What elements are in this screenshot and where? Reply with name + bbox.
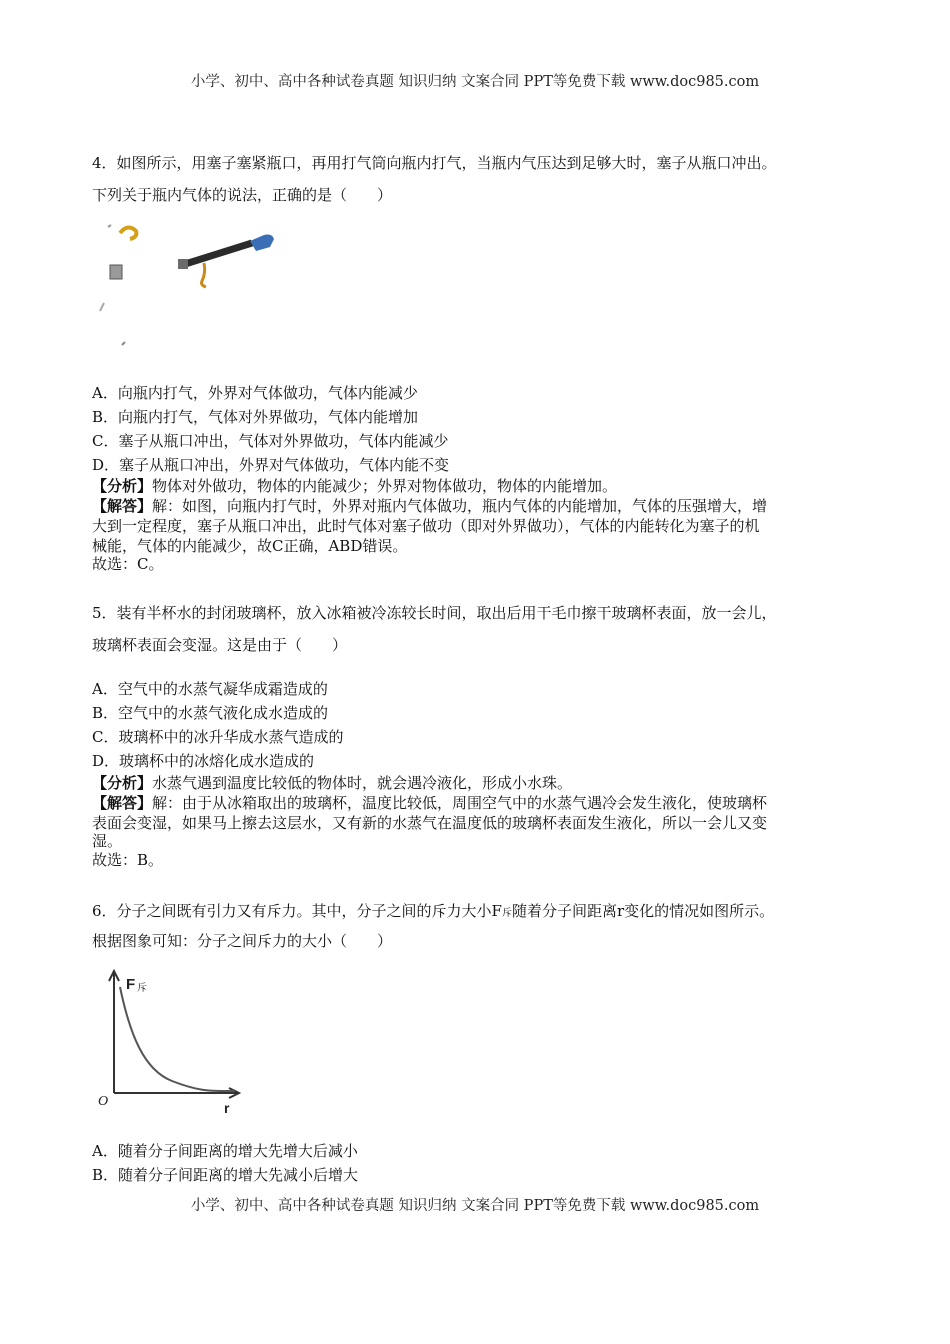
figure-mark: [108, 225, 111, 227]
q5-option-b: B．空气中的水蒸气液化成水造成的: [92, 704, 329, 722]
analysis-tag: 【分析】: [92, 774, 153, 792]
q5-answer-line1: [92, 794, 767, 812]
q6-option-a: A．随着分子间距离的增大先增大后减小: [92, 1142, 358, 1160]
q5-stem-line2: 玻璃杯表面会变湿。这是由于（ ）: [92, 636, 348, 654]
q5-stem-line1: 5．装有半杯水的封闭玻璃杯，放入冰箱被冷冻较长时间，取出后用干毛巾擦干玻璃杯表面，放一会儿，: [92, 604, 777, 622]
q6-stem-text-b: 随着分子间距离r变化的情况如图所示。: [511, 902, 775, 920]
q5-option-c: C．玻璃杯中的冰升华成水蒸气造成的: [92, 728, 344, 746]
answer-text: 解：由于从冰箱取出的玻璃杯，温度比较低，周围空气中的水蒸气遇冷会发生液化，使玻璃杯: [152, 794, 768, 812]
pump-barrel: [182, 243, 252, 265]
q4-stem-line1: 4．如图所示，用塞子塞紧瓶口，再用打气筒向瓶内打气，当瓶内气压达到足够大时，塞子从瓶口冲出。: [92, 154, 777, 172]
repulsion-curve: [120, 987, 234, 1091]
answer-tag: 【解答】: [92, 497, 153, 515]
q4-answer-line3: 械能，气体的内能减少，故C正确，ABD错误。: [92, 537, 408, 555]
q6-option-b: B．随着分子间距离的增大先减小后增大: [92, 1166, 359, 1184]
y-axis-label: F: [126, 976, 136, 993]
q4-stem-line2: 下列关于瓶内气体的说法，正确的是（ ）: [92, 186, 393, 204]
q5-option-d: D．玻璃杯中的冰熔化成水造成的: [92, 752, 315, 770]
q5-analysis: [92, 774, 572, 792]
q4-option-d: D．塞子从瓶口冲出，外界对气体做功，气体内能不变: [92, 456, 450, 474]
q4-option-c: C．塞子从瓶口冲出，气体对外界做功，气体内能减少: [92, 432, 449, 450]
analysis-text: 物体对外做功，物体的内能减少；外界对物体做功，物体的内能增加。: [152, 477, 618, 495]
bottle-edge: [122, 342, 125, 345]
q4-option-a: A．向瓶内打气，外界对气体做功，气体内能减少: [92, 384, 418, 402]
q5-choice: 故选：B。: [92, 851, 164, 869]
page-footer: 小学、初中、高中各种试卷真题 知识归纳 文案合同 PPT等免费下载 www.doc985.com: [190, 1198, 760, 1214]
q6-force-distance-graph: [92, 965, 262, 1120]
pump-nozzle: [178, 259, 188, 269]
pump-handle: [250, 235, 274, 252]
q4-option-b: B．向瓶内打气，气体对外界做功，气体内能增加: [92, 408, 419, 426]
q4-answer-line2: 大到一定程度，塞子从瓶口冲出，此时气体对塞子做功（即对外界做功），气体的内能转化为塞子的机: [92, 517, 760, 535]
bottle-stopper: [110, 265, 122, 279]
q5-answer-line3: 湿。: [92, 832, 123, 850]
q4-analysis: [92, 477, 617, 495]
q5-option-a: A．空气中的水蒸气凝华成霜造成的: [92, 680, 328, 698]
q4-choice: 故选：C。: [92, 555, 164, 573]
y-axis-label-subscript: 斥: [137, 983, 147, 994]
x-axis-label: r: [224, 1100, 230, 1116]
analysis-text: 水蒸气遇到温度比较低的物体时，就会遇冷液化，形成小水珠。: [152, 774, 573, 792]
q4-pump-bottle-figure: [92, 215, 282, 355]
q6-stem-line1: [92, 902, 774, 923]
q4-answer-line1: [92, 497, 767, 515]
q6-stem-text-a: 6．分子之间既有引力又有斥力。其中，分子之间的斥力大小F: [92, 902, 502, 920]
answer-tag: 【解答】: [92, 794, 153, 812]
answer-text: 解：如图，向瓶内打气时，外界对瓶内气体做功，瓶内气体的内能增加，气体的压强增大，增: [152, 497, 768, 515]
stopper-arc: [120, 227, 136, 239]
bottle-edge: [100, 303, 104, 311]
q6-stem-line2: 根据图象可知：分子之间斥力的大小（ ）: [92, 932, 393, 950]
pump-hose: [202, 263, 207, 287]
q5-answer-line2: 表面会变湿，如果马上擦去这层水，又有新的水蒸气在温度低的玻璃杯表面发生液化，所以一会儿又变: [92, 814, 768, 832]
q6-stem-subscript: 斥: [501, 908, 512, 919]
origin-label: O: [98, 1094, 109, 1109]
analysis-tag: 【分析】: [92, 477, 153, 495]
page-header: 小学、初中、高中各种试卷真题 知识归纳 文案合同 PPT等免费下载 www.doc985.com: [190, 74, 760, 90]
